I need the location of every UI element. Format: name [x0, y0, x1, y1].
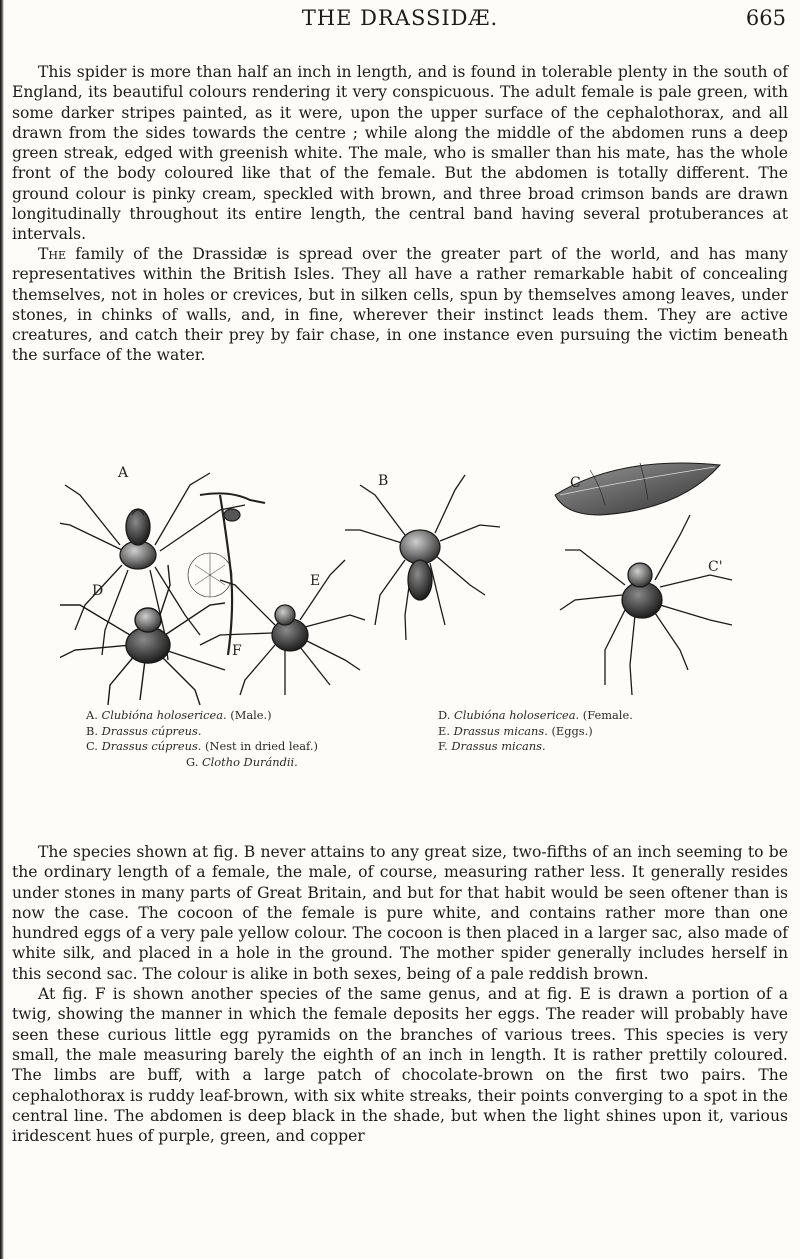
figure-label-a: A — [118, 465, 129, 481]
figure-label-c-prime: C' — [708, 559, 723, 575]
figure-label-e: E — [310, 573, 321, 589]
caption-entry-a: A. Clubióna holosericea. (Male.) — [86, 708, 272, 722]
figure-caption — [86, 708, 726, 770]
twig-e-drawing — [188, 493, 265, 655]
figure-label-f: F — [232, 643, 242, 659]
caption-entry-g: G. Clotho Durándii. — [186, 754, 298, 769]
text-block-bottom — [12, 842, 788, 1146]
caption-entry-d: D. Clubióna holosericea. (Female. — [438, 708, 633, 722]
spider-illustration — [60, 455, 740, 705]
caption-row-2 — [86, 724, 726, 740]
caption-row-4 — [86, 755, 726, 771]
caption-entry-f: F. Drassus micans. — [438, 739, 546, 753]
paragraph-2-body: family of the Drassidæ is spread over the greater part of the world, and has many representatives within the British Isles. They all have a rather remarkable habit of concealing themselves, not in holes or crevices, but in silken cells, spun by themselves among leaves, under stones, in chinks of walls, and, in fine, wherever their instinct leads them. They are active creatures, and catch their prey by fair chase, in one instance even pursuing the victim beneath the surface of the water. — [12, 245, 788, 365]
paragraph-2-lead: The — [38, 245, 67, 263]
figure-label-c: C — [570, 475, 581, 491]
caption-entry-e: E. Drassus micans. (Eggs.) — [438, 723, 593, 738]
page-number: 665 — [745, 6, 786, 30]
paragraph-2 — [12, 244, 788, 366]
caption-row-3 — [86, 739, 726, 755]
page-edge-shadow — [0, 0, 4, 1259]
paragraph-1: This spider is more than half an inch in length, and is found in tolerable plenty in the south of England, its beautiful colours rendering it very conspicuous. The adult female is pale green, with some darker stripes painted, as it were, upon the upper surface of the cephalothorax, and all drawn from the sides towards the centre ; while along the middle of the abdomen runs a deep green streak, edged with greenish white. The male, who is smaller than his mate, has the whole front of the body coloured like that of the female. But the abdomen is totally different. The ground colour is pinky cream, speckled with brown, and three broad crimson bands are drawn longitudinally throughout its entire length, the central band having several protuberances at intervals. — [12, 63, 788, 244]
figure-label-d: D — [92, 583, 104, 599]
spider-engraving-svg — [60, 455, 740, 705]
caption-row-1 — [86, 708, 726, 724]
paragraph-3: The species shown at fig. B never attains to any great size, two-fifths of an inch seeming to be the ordinary length of a female, the male, of course, measuring rather less. It generally resides under stones in many parts of Great Britain, and but for that habit would be seen oftener than is now the case. The cocoon of the female is pure white, and contains rather more than one hundred eggs of a very pale yellow colour. The cocoon is then placed in a larger sac, also made of white silk, and placed in a hole in the ground. The mother spider generally includes herself in this second sac. The colour is alike in both sexes, being of a pale reddish brown. — [12, 843, 788, 983]
text-block-top — [12, 62, 788, 245]
running-title: THE DRASSIDÆ. — [301, 6, 499, 30]
page-header — [0, 6, 800, 36]
spider-b-drawing — [345, 475, 500, 640]
spider-f-drawing — [200, 560, 365, 695]
caption-entry-b: B. Drassus cúpreus. — [86, 723, 202, 738]
text-block-family — [12, 244, 788, 366]
caption-entry-c: C. Drassus cúpreus. (Nest in dried leaf.) — [86, 739, 318, 753]
spider-d-drawing — [60, 565, 225, 705]
spider-g-drawing — [560, 515, 732, 695]
paragraph-4: At fig. F is shown another species of the same genus, and at fig. E is drawn a portion of a twig, showing the manner in which the female deposits her eggs. The reader will probably have seen these curious little egg pyramids on the branches of various trees. This species is very small, the male measuring barely the eighth of an inch in length. It is rather prettily coloured. The limbs are buff, with a large patch of chocolate-brown on the first two pairs. The cephalothorax is ruddy leaf-brown, with six white streaks, their points converging to a spot in the central line. The abdomen is deep black in the shade, but when the light shines upon it, various iridescent hues of purple, green, and copper — [12, 985, 788, 1146]
figure-label-b: B — [378, 473, 389, 489]
